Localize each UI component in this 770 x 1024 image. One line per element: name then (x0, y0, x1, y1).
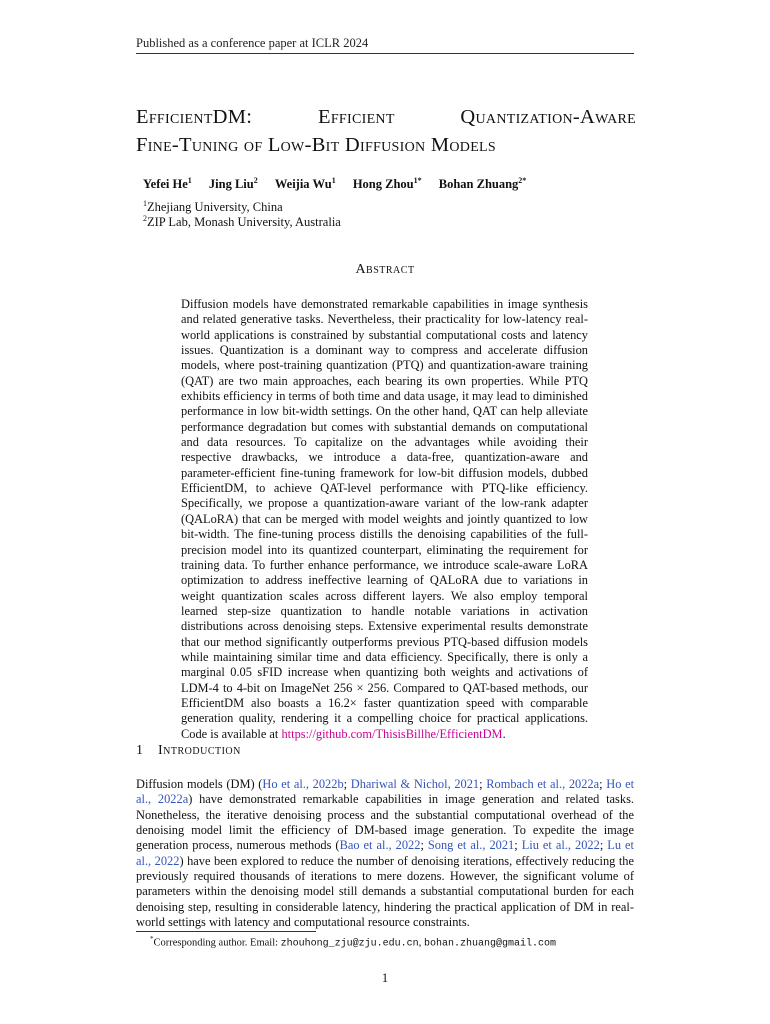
citation-link[interactable]: Bao et al., 2022 (339, 838, 421, 853)
affiliation: $^1$Zhejiang University, China (143, 199, 283, 215)
code-link[interactable]: https://github.com/ThisisBillhe/EfficientDM (281, 726, 503, 741)
citation-link[interactable]: Ho et al., 2022a (136, 777, 635, 807)
abstract-heading: Abstract (355, 262, 415, 277)
running-header: Published as a conference paper at ICLR 2024 (136, 36, 369, 50)
footnote: *Corresponding author. Email: zhouhong_zju@zju.edu.cn, bohan.zhuang@gmail.com (150, 935, 556, 950)
citation-link[interactable]: Liu et al., 2022 (521, 838, 600, 853)
author: Hong Zhou$^{1*}$ (352, 176, 422, 192)
author: Jing Liu$^2$ (208, 176, 258, 192)
section-title: Introduction (158, 743, 241, 758)
footnote-rule (136, 931, 316, 932)
email-address: bohan.zhuang@gmail.com (423, 938, 556, 950)
abstract-body: Diffusion models have demonstrated remarkable capabilities in image synthesis and related generative tasks. Nevertheless, their practicality for low-latency real-world applications is constrained by substantial computational costs and latency issues. Quantization is a dominant way to compress and accelerate diffusion models, where post-training quantization (PTQ) and quantization-aware training (QAT) are two main approaches, each bearing its own properties. While PTQ exhibits efficiency in terms of both time and data usage, it may lead to diminished performance in low bit-width settings. On the other hand, QAT can help alleviate performance degradation but comes with substantial demands on computational and data resources. To capitalize on the advantages while avoiding their respective drawbacks, we introduce a data-free, quantization-aware and parameter-efficient fine-tuning framework for low-bit diffusion models, dubbed EfficientDM, to achieve QAT-level performance with PTQ-like efficiency. Specifically, we propose a quantization-aware variant of the low-rank adapter (QALoRA) that can be merged with model weights and jointly quantized to low bit-width. The fine-tuning process distills the denoising capabilities of the full-precision model into its quantized counterpart, eliminating the requirement for training data. To further enhance performance, we introduce scale-aware LoRA optimization to address ineffective learning of QALoRA due to variations in weight quantization scales across different layers. We also employ temporal learned step-size quantization to handle notable variations in activation distributions across denoising steps. Extensive experimental results demonstrate that our method significantly outperforms previous PTQ-based diffusion models while maintaining similar time and data efficiency. Specifically, there is only a marginal 0.05 sFID increase when quantizing both weights and activations of LDM-4 to 4-bit on ImageNet 256 × 256. Compared to QAT-based methods, our EfficientDM also boasts a 16.2× faster quantization speed with comparable generation quality, rendering it a compelling choice for practical applications. Code is available at https://github.com/ThisisBillhe/EfficientDM. (181, 297, 588, 741)
author: Bohan Zhuang$^{2*}$ (438, 176, 527, 192)
email-address: zhouhong_zju@zju.edu.cn (280, 938, 419, 950)
citation-link[interactable]: Song et al., 2021 (427, 838, 515, 853)
section-heading-introduction (136, 743, 241, 759)
title-line-2: Fine-Tuning of Low-Bit Diffusion Models (136, 134, 496, 156)
affiliation: $^2$ZIP Lab, Monash University, Australia (143, 214, 341, 230)
section-number: 1 (136, 743, 143, 758)
citation-link[interactable]: Ho et al., 2022b (262, 777, 344, 791)
author: Weijia Wu$^1$ (274, 176, 336, 192)
author-list (143, 176, 540, 192)
citation-link[interactable]: Rombach et al., 2022a (486, 777, 600, 791)
header-rule (136, 53, 634, 54)
page-number: 1 (381, 971, 389, 985)
introduction-body: Diffusion models (DM) (Ho et al., 2022b; Dhariwal & Nichol, 2021; Rombach et al., 2022a; Ho et al., 2022a) have demonstrated remarkable capabilities in image generation and related tasks. Nonetheless, the iterative denoising process and the substantial computational overhead of the denoising model limit the efficiency of DM-based image generation. To expedite the image generation process, numerous methods (Bao et al., 2022; Song et al., 2021; Liu et al., 2022; Lu et al., 2022) have been explored to reduce the number of denoising iterations, effectively reducing the previously required thousands of iterations to mere dozens. However, the significant volume of parameters within the denoising model still demands a substantial computational burden for each denoising step, resulting in considerable latency, hindering the practical application of DM in real-world settings with latency and computational resource constraints. (136, 777, 635, 930)
title-line-1: EfficientDM: Efficient Quantization-Aware (136, 106, 636, 128)
paper-title (136, 103, 636, 159)
author: Yefei He$^1$ (143, 176, 192, 192)
citation-link[interactable]: Lu et al., 2022 (136, 838, 634, 868)
citation-link[interactable]: Dhariwal & Nichol, 2021 (350, 777, 480, 791)
